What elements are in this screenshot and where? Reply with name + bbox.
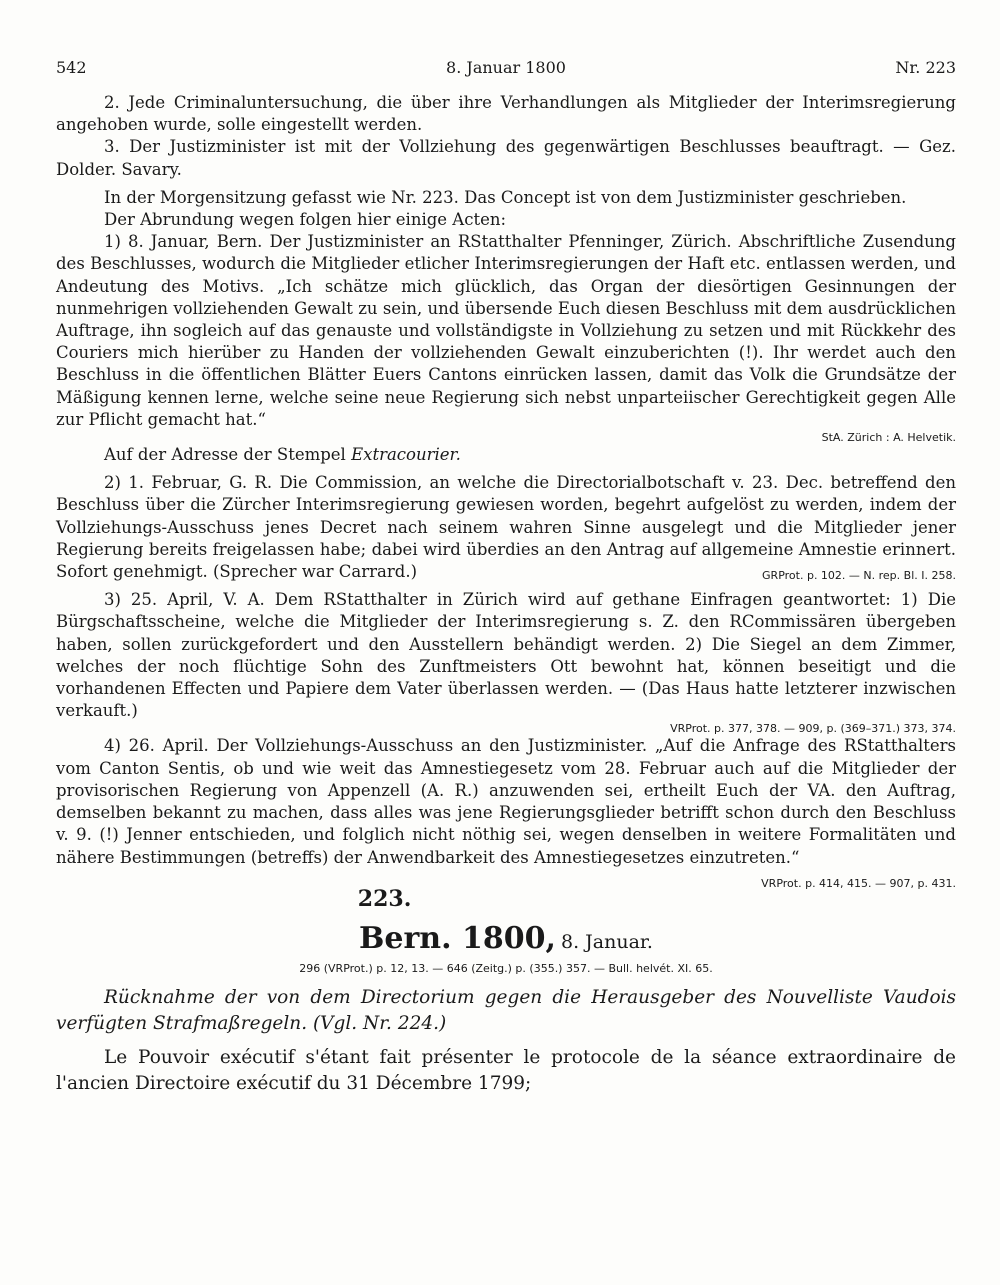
address-text: Auf der Adresse der Stempel: [104, 445, 352, 465]
reference-act-4: VRProt. p. 414, 415. — 907, p. 431.: [761, 876, 956, 890]
reference-act-3: VRProt. p. 377, 378. — 909, p. (369–371.) 373, 374.: [670, 722, 956, 736]
running-header: [56, 58, 956, 92]
page-number: 542: [56, 58, 87, 77]
header-date: 8. Januar 1800: [446, 58, 566, 77]
paragraph-item-3: 3. Der Justizminister ist mit der Vollziehung des gegenwärtigen Beschlusses beauftragt. — Gez. Dolder. Savary.: [56, 137, 956, 179]
paragraph-note: In der Morgensitzung gefasst wie Nr. 223. Das Concept ist von dem Justizminister geschrieben.: [104, 187, 907, 207]
section-text: Le Pouvoir exécutif s'étant fait présenter le protocole de la séance extraordinaire de l'ancien Directoire exécutif du 31 Décembre 1799;: [56, 1046, 956, 1094]
section-references: 296 (VRProt.) p. 12, 13. — 646 (Zeitg.) p. (355.) 357. — Bull. helvét. XI. 65.: [299, 961, 713, 975]
paragraph-act-1: 1) 8. Januar, Bern. Der Justizminister an RStatthalter Pfenninger, Zürich. Abschriftliche Zusendung des Beschlusses, wodurch die Mitglieder etlicher Interimsregierungen der Haft etc. entlassen werden, und Andeutung des Motivs. „Ich schätze mich glücklich, das Organ der diesörtigen Gesinnungen der nunmehrigen vollziehenden Gewalt zu sein, und übersende Euch diesen Beschluss mit dem ausdrücklichen Auftrage, ihn sogleich auf das genauste und vollständigste in Vollziehung zu setzen und mit Rückkehr des Couriers mich hierüber zu Handen der vollziehenden Gewalt einzuberichten (!). Ihr werdet auch den Beschluss in die öffentlichen Blätter Euers Cantons einrücken lassen, damit das Volk die Grundsätze der Mäßigung kennen lerne, welche seine neue Regierung sich nebst unparteiischer Gerechtigkeit gegen Alle zur Pflicht gemacht hat.“: [56, 232, 956, 429]
header-number: Nr. 223: [895, 58, 956, 77]
paragraph-address: [56, 444, 956, 466]
paragraph-item-2: 2. Jede Criminaluntersuchung, die über ihre Verhandlungen als Mitglieder der Interimsregierung angehoben wurde, solle eingestellt werden.: [56, 93, 956, 135]
reference-act-2: GRProt. p. 102. — N. rep. Bl. I. 258.: [762, 569, 956, 583]
section-summary: Rücknahme der von dem Directorium gegen die Herausgeber des Nouvelliste Vaudois verfügten Strafmaßregeln. (Vgl. Nr. 224.): [56, 986, 956, 1034]
address-italic: Extracourier.: [351, 445, 461, 465]
section-title: [56, 921, 956, 956]
paragraph-act-3: 3) 25. April, V. A. Dem RStatthalter in Zürich wird auf gethane Einfragen geantwortet: 1) Die Bürgschaftsscheine, welche die Mitglieder der Interimsregierung s. Z. den RCommissären übergeben haben, sollen zurückgefordert und den Ausstellern behändigt werden. 2) Die Siegel an dem Zimmer, welches der noch flüchtige Sohn des Zunftmeisters Ott bewohnt hat, können beseitigt und die vorhandenen Effecten und Papiere dem Vater überlassen werden. — (Das Haus hatte letzterer inzwischen verkauft.): [56, 590, 956, 721]
act-2-text: 2) 1. Februar, G. R. Die Commission, an welche die Directorialbotschaft v. 23. Dec. betreffend den Beschluss über die Zürcher Interimsregierung gewiesen worden, begehrt aufgelöst zu werden, indem der Vollziehungs-Ausschuss jenes Decret nach seinem wahren Sinne ausgelegt und die Mitglieder jener Regierung bereits freigelassen habe; dabei wird überdies an den Antrag auf allgemeine Amnestie erinnert. Sofort genehmigt. (Sprecher war Carrard.): [56, 473, 956, 582]
section-date: 8. Januar.: [561, 930, 653, 953]
section-city-year: Bern. 1800,: [359, 920, 556, 956]
act-4-text: 4) 26. April. Der Vollziehungs-Ausschuss an den Justizminister. „Auf die Anfrage des RStatthalters vom Canton Sentis, ob und wie weit das Amnestiegesetz vom 28. Februar auch auf die Mitglieder der provisorischen Regierung von Appenzell (A. R.) anzuwenden sei, ertheilt Euch der VA. den Auftrag, demselben bekannt zu machen, dass alles was jene Regierungsglieder betrifft schon durch den Beschluss v. 9. (!) Jenner entschieden, und folglich nicht nöthig sei, wegen denselben in weitere Formalitäten und nähere Bestimmungen (betreffs) der Anwendbarkeit des Amnestiegesetzes einzutreten.“: [56, 736, 956, 867]
reference-act-1: StA. Zürich : A. Helvetik.: [821, 431, 956, 445]
paragraph-act-4: [56, 735, 956, 890]
section-number: 223.: [357, 885, 412, 912]
paragraph-act-2: [56, 472, 956, 583]
paragraph-intro: Der Abrundung wegen folgen hier einige Acten:: [104, 210, 507, 230]
document-page: [56, 58, 956, 1097]
